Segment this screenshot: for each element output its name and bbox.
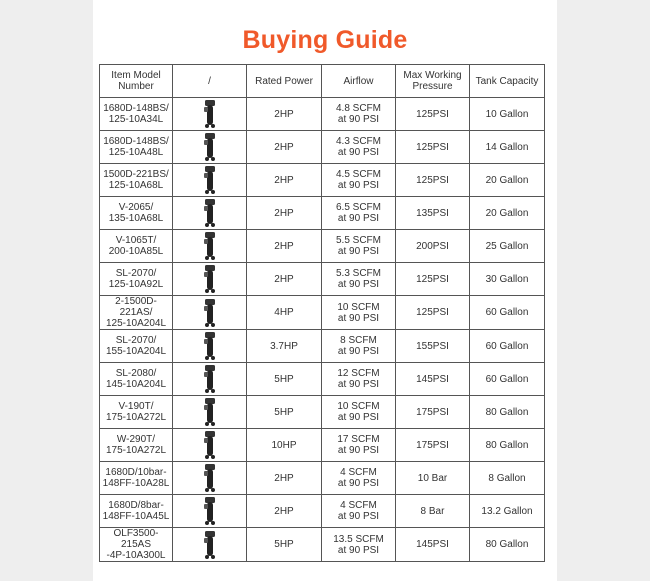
- image-cell: [173, 363, 247, 396]
- airflow-line-1: 10 SCFM: [337, 301, 380, 313]
- model-line-1: V-1065T/: [115, 235, 157, 246]
- air-compressor-icon: [175, 397, 244, 427]
- tank-cell: 80 Gallon: [470, 396, 545, 429]
- image-cell: [173, 131, 247, 164]
- model-cell: [100, 197, 173, 230]
- air-compressor-icon: [175, 496, 244, 526]
- airflow-cell: [322, 131, 396, 164]
- table-row: [100, 164, 545, 197]
- tank-cell: 20 Gallon: [470, 164, 545, 197]
- model-line-2: 155-10A204L: [105, 346, 167, 357]
- model-line-1: W-290T/: [116, 434, 156, 445]
- table-row: [100, 528, 545, 562]
- model-cell: [100, 131, 173, 164]
- model-line-1: SL-2070/: [115, 268, 157, 279]
- image-cell: [173, 495, 247, 528]
- model-cell: [100, 429, 173, 462]
- air-compressor-icon: [175, 198, 244, 228]
- model-line-2: -4P-10A300L: [106, 550, 166, 561]
- airflow-line-2: at 90 PSI: [337, 511, 380, 522]
- table-row: [100, 330, 545, 363]
- air-compressor-icon: [175, 463, 244, 493]
- model-line-2: 175-10A272L: [105, 445, 167, 456]
- airflow-cell: [322, 296, 396, 330]
- tank-cell: 80 Gallon: [470, 429, 545, 462]
- model-line-2: 125-10A48L: [108, 147, 164, 158]
- airflow-cell: [322, 363, 396, 396]
- airflow-line-1: 12 SCFM: [337, 368, 380, 379]
- airflow-cell: [322, 263, 396, 296]
- airflow-line-1: 5.5 SCFM: [335, 235, 381, 246]
- header-pressure: [396, 65, 470, 98]
- tank-cell: 25 Gallon: [470, 230, 545, 263]
- buying-guide-panel: [93, 0, 557, 581]
- air-compressor-icon: [175, 298, 244, 328]
- model-cell: [100, 296, 173, 330]
- model-cell: [100, 528, 173, 562]
- airflow-cell: [322, 495, 396, 528]
- model-line-1: 1680D-148BS/: [103, 103, 169, 114]
- airflow-line-2: at 90 PSI: [337, 445, 380, 456]
- pressure-cell: 10 Bar: [396, 462, 470, 495]
- table-header-row: [100, 65, 545, 98]
- table-row: [100, 429, 545, 462]
- airflow-cell: [322, 396, 396, 429]
- airflow-cell: [322, 528, 396, 562]
- air-compressor-icon: [175, 264, 244, 294]
- tank-cell: 8 Gallon: [470, 462, 545, 495]
- power-cell: 2HP: [247, 164, 322, 197]
- airflow-line-2: at 90 PSI: [337, 412, 380, 423]
- airflow-line-2: at 90 PSI: [337, 114, 380, 125]
- model-cell: [100, 330, 173, 363]
- airflow-line-1: 4.8 SCFM: [335, 103, 381, 114]
- pressure-cell: 145PSI: [396, 363, 470, 396]
- image-cell: [173, 98, 247, 131]
- power-cell: 2HP: [247, 197, 322, 230]
- table-row: [100, 296, 545, 330]
- model-line-1: 1680D/10bar-: [105, 467, 167, 478]
- image-cell: [173, 330, 247, 363]
- airflow-line-1: 6.5 SCFM: [335, 202, 381, 213]
- model-cell: [100, 495, 173, 528]
- header-image: /: [173, 65, 247, 98]
- header-airflow: Airflow: [322, 65, 396, 98]
- model-line-2: 175-10A272L: [105, 412, 167, 423]
- image-cell: [173, 263, 247, 296]
- page-title: Buying Guide: [242, 26, 408, 54]
- pressure-cell: 8 Bar: [396, 495, 470, 528]
- air-compressor-icon: [175, 99, 244, 129]
- table-row: [100, 131, 545, 164]
- model-cell: [100, 164, 173, 197]
- airflow-line-1: 4.5 SCFM: [335, 169, 381, 180]
- air-compressor-icon: [175, 331, 244, 361]
- table-row: [100, 230, 545, 263]
- airflow-line-2: at 90 PSI: [337, 379, 380, 390]
- table-row: [100, 363, 545, 396]
- model-line-2: 200-10A85L: [108, 246, 164, 257]
- power-cell: 2HP: [247, 98, 322, 131]
- power-cell: 2HP: [247, 131, 322, 164]
- tank-cell: 20 Gallon: [470, 197, 545, 230]
- header-pressure-line-1: Max Working: [403, 70, 462, 81]
- table-row: [100, 462, 545, 495]
- model-cell: [100, 98, 173, 131]
- model-line-2: 148FF-10A45L: [102, 511, 170, 522]
- tank-cell: 13.2 Gallon: [470, 495, 545, 528]
- model-line-1: V-190T/: [118, 401, 154, 412]
- pressure-cell: 200PSI: [396, 230, 470, 263]
- airflow-line-2: at 90 PSI: [337, 478, 380, 489]
- tank-cell: 30 Gallon: [470, 263, 545, 296]
- header-tank: Tank Capacity: [470, 65, 545, 98]
- image-cell: [173, 429, 247, 462]
- model-line-1: 2-1500D-221AS/: [115, 296, 157, 318]
- power-cell: 2HP: [247, 495, 322, 528]
- power-cell: 2HP: [247, 263, 322, 296]
- table-row: [100, 495, 545, 528]
- model-line-2: 125-10A68L: [108, 180, 164, 191]
- airflow-line-1: 8 SCFM: [340, 335, 377, 346]
- pressure-cell: 125PSI: [396, 296, 470, 330]
- airflow-line-2: at 90 PSI: [337, 544, 380, 556]
- pressure-cell: 145PSI: [396, 528, 470, 562]
- buying-guide-table: [99, 64, 545, 562]
- air-compressor-icon: [175, 231, 244, 261]
- table-row: [100, 263, 545, 296]
- model-line-2: 135-10A68L: [108, 213, 164, 224]
- airflow-line-2: at 90 PSI: [337, 147, 380, 158]
- model-cell: [100, 363, 173, 396]
- power-cell: 3.7HP: [247, 330, 322, 363]
- model-line-2: 125-10A34L: [108, 114, 164, 125]
- model-cell: [100, 396, 173, 429]
- pressure-cell: 125PSI: [396, 131, 470, 164]
- airflow-line-2: at 90 PSI: [337, 279, 380, 290]
- power-cell: 2HP: [247, 230, 322, 263]
- table-row: [100, 98, 545, 131]
- airflow-line-1: 4.3 SCFM: [335, 136, 381, 147]
- pressure-cell: 125PSI: [396, 164, 470, 197]
- power-cell: 5HP: [247, 363, 322, 396]
- tank-cell: 80 Gallon: [470, 528, 545, 562]
- tank-cell: 10 Gallon: [470, 98, 545, 131]
- model-line-2: 125-10A204L: [105, 318, 167, 329]
- power-cell: 5HP: [247, 396, 322, 429]
- air-compressor-icon: [175, 132, 244, 162]
- airflow-line-2: at 90 PSI: [337, 246, 380, 257]
- image-cell: [173, 396, 247, 429]
- power-cell: 2HP: [247, 462, 322, 495]
- airflow-cell: [322, 197, 396, 230]
- header-model: [100, 65, 173, 98]
- model-line-1: SL-2080/: [115, 368, 157, 379]
- model-line-1: 1680D-148BS/: [103, 136, 169, 147]
- image-cell: [173, 197, 247, 230]
- table-row: [100, 197, 545, 230]
- model-cell: [100, 462, 173, 495]
- model-line-2: 148FF-10A28L: [102, 478, 170, 489]
- airflow-line-1: 10 SCFM: [337, 401, 380, 412]
- model-line-1: 1500D-221BS/: [103, 169, 169, 180]
- tank-cell: 60 Gallon: [470, 363, 545, 396]
- airflow-cell: [322, 330, 396, 363]
- airflow-line-1: 13.5 SCFM: [333, 533, 384, 545]
- airflow-cell: [322, 429, 396, 462]
- model-cell: [100, 230, 173, 263]
- airflow-line-1: 17 SCFM: [337, 434, 380, 445]
- airflow-cell: [322, 164, 396, 197]
- table-row: [100, 396, 545, 429]
- airflow-line-1: 5.3 SCFM: [335, 268, 381, 279]
- air-compressor-icon: [175, 430, 244, 460]
- airflow-line-2: at 90 PSI: [337, 180, 380, 191]
- image-cell: [173, 528, 247, 562]
- tank-cell: 60 Gallon: [470, 296, 545, 330]
- air-compressor-icon: [175, 364, 244, 394]
- airflow-cell: [322, 462, 396, 495]
- table-body: [100, 98, 545, 562]
- pressure-cell: 125PSI: [396, 263, 470, 296]
- power-cell: 5HP: [247, 528, 322, 562]
- image-cell: [173, 230, 247, 263]
- header-model-line-1: Item Model: [111, 70, 161, 81]
- model-line-1: SL-2070/: [115, 335, 157, 346]
- header-power: Rated Power: [247, 65, 322, 98]
- power-cell: 4HP: [247, 296, 322, 330]
- model-line-2: 125-10A92L: [108, 279, 164, 290]
- image-cell: [173, 164, 247, 197]
- airflow-cell: [322, 230, 396, 263]
- tank-cell: 60 Gallon: [470, 330, 545, 363]
- air-compressor-icon: [175, 165, 244, 195]
- airflow-cell: [322, 98, 396, 131]
- airflow-line-1: 4 SCFM: [340, 467, 377, 478]
- pressure-cell: 125PSI: [396, 98, 470, 131]
- airflow-line-2: at 90 PSI: [337, 346, 380, 357]
- model-line-2: 145-10A204L: [105, 379, 167, 390]
- pressure-cell: 135PSI: [396, 197, 470, 230]
- image-cell: [173, 462, 247, 495]
- pressure-cell: 175PSI: [396, 396, 470, 429]
- model-line-1: V-2065/: [118, 202, 154, 213]
- airflow-line-2: at 90 PSI: [337, 213, 380, 224]
- header-pressure-line-2: Pressure: [412, 81, 453, 92]
- pressure-cell: 175PSI: [396, 429, 470, 462]
- power-cell: 10HP: [247, 429, 322, 462]
- pressure-cell: 155PSI: [396, 330, 470, 363]
- model-line-1: 1680D/8bar-: [108, 500, 164, 511]
- airflow-line-2: at 90 PSI: [337, 312, 380, 324]
- airflow-line-1: 4 SCFM: [340, 500, 377, 511]
- model-line-1: OLF3500-215AS: [113, 528, 159, 550]
- image-cell: [173, 296, 247, 330]
- header-model-line-2: Number: [118, 81, 154, 92]
- air-compressor-icon: [175, 530, 244, 560]
- model-cell: [100, 263, 173, 296]
- tank-cell: 14 Gallon: [470, 131, 545, 164]
